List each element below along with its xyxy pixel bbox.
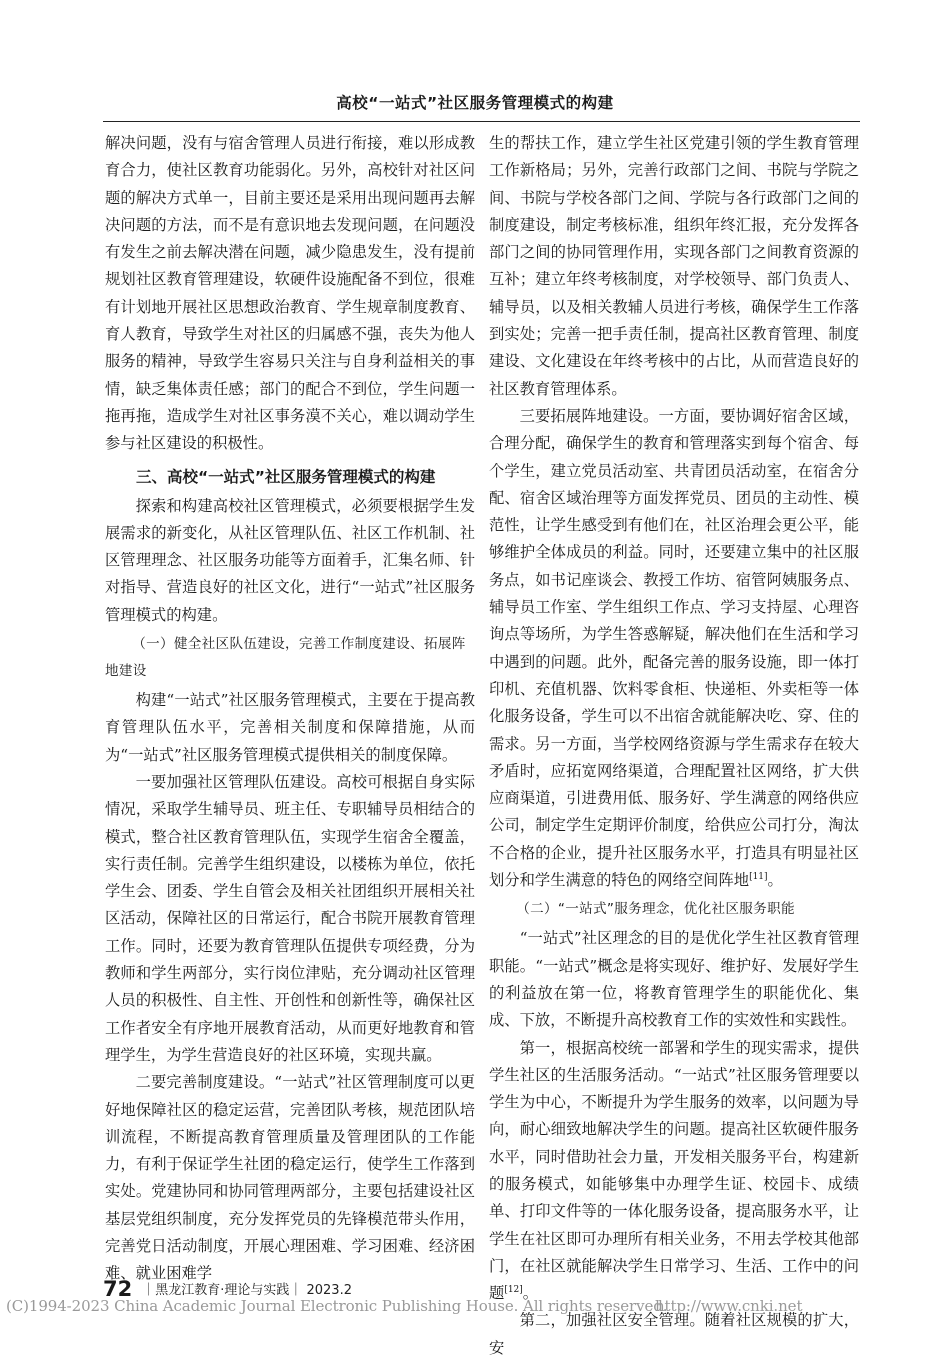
subsection-heading: （一）健全社区队伍建设，完善工作制度建设、拓展阵地建设: [105, 636, 466, 680]
page-number: 72: [103, 1277, 133, 1301]
paragraph: [489, 403, 859, 894]
paragraph-text: 第一，根据高校统一部署和学生的现实需求，提供学生社区的生活服务活动。“一站式”社区服务管理要以学生为中心，不断提升为学生服务的效率，以问题为导向，耐心细致地解决学生的问题。提高社区软硬件服务水平，同时借助社会力量，开发相关服务平台，构建新的服务模式，如能够集中办理学生证、校园卡、成绩单、打印文件等的一体化服务设备，提高服务水平，让学生在社区即可办理所有相关业务，不用去学校其他部门，在社区就能解决学生日常学习、生活、工作中的问题: [489, 1038, 859, 1303]
paragraph: 探索和构建高校社区管理模式，必须要根据学生发展需求的新变化，从社区管理队伍、社区工作机制、社区管理理念、社区服务功能等方面着手，汇集名师、针对指导、营造良好的社区文化，进行“一站式”社区服务管理模式的构建。: [105, 496, 475, 624]
citation-ref: [12]: [504, 1285, 523, 1296]
paragraph: 一要加强社区管理队伍建设。高校可根据自身实际情况，采取学生辅导员、班主任、专职辅导员相结合的模式，整合社区教育管理队伍，实现学生宿舍全覆盖，实行责任制。完善学生组织建设，以楼栋为单位，依托学生会、团委、学生自管会及相关社团组织开展相关社区活动，保障社区的日常运行，配合书院开展教育管理工作。同时，还要为教育管理队伍提供专项经费，分为教师和学生两部分，实行岗位津贴，充分调动社区管理人员的积极性、自主性、开创性和创新性等，确保社区工作者安全有序地开展教育活动，从而更好地教育和管理学生，为学生营造良好的社区环境，实现共赢。: [105, 772, 475, 1064]
paragraph: 第二，加强社区安全管理。随着社区规模的扩大，安: [489, 1311, 859, 1357]
running-head-title: 高校“一站式”社区服务管理模式的构建: [336, 94, 614, 112]
section-heading: 三、高校“一站式”社区服务管理模式的构建: [136, 467, 436, 486]
left-column: [105, 130, 475, 1288]
paragraph: 解决问题，没有与宿舍管理人员进行衔接，难以形成教育合力，使社区教育功能弱化。另外，高校针对社区问题的解决方式单一，目前主要还是采用出现问题再去解决问题的方法，而不是有意识地去发现问题，在问题没有发生之前去解决潜在问题，减少隐患发生，没有提前规划社区教育管理建设，软硬件设施配备不到位，很难有计划地开展社区思想政治教育、学生规章制度教育、育人教育，导致学生对社区的归属感不强，丧失为他人服务的精神，导致学生容易只关注与自身利益相关的事情，缺乏集体责任感；部门的配合不到位，学生问题一拖再拖，造成学生对社区事务漠不关心，难以调动学生参与社区建设的积极性。: [105, 134, 475, 453]
cnki-link[interactable]: http://www.cnki.net: [655, 1297, 803, 1315]
paragraph: “一站式”社区理念的目的是优化学生社区教育管理职能。“一站式”概念是将实现好、维护好、发展好学生的利益放在第一位，将教育管理学生的职能优化、集成、下放，不断提升高校教育工作的实效性和实践性。: [489, 929, 859, 1030]
journal-info: ｜黑龙江教育·理论与实践｜ 2023.2: [142, 1283, 352, 1298]
paragraph-end: 。: [522, 1284, 539, 1303]
subsection-heading: （二）“一站式”服务理念，优化社区服务职能: [516, 901, 795, 918]
paragraph-end: 。: [767, 871, 783, 890]
paragraph: 二要完善制度建设。“一站式”社区管理制度可以更好地保障社区的稳定运营，完善团队考核，规范团队培训流程，不断提高教育管理质量及管理团队的工作能力，有利于保证学生社团的稳定运行，使学生工作落到实处。党建协同和协同管理两部分，主要包括建设社区基层党组织制度，充分发挥党员的先锋模范带头作用，完善党日活动制度，开展心理困难、学习困难、经济困难、就业困难学: [105, 1073, 475, 1283]
copyright-notice: (C)1994-2023 China Academic Journal Electronic Publishing House. All rights reserved.: [6, 1297, 668, 1315]
citation-ref: [11]: [749, 871, 768, 882]
paragraph-text: 三要拓展阵地建设。一方面，要协调好宿舍区域，合理分配，确保学生的教育和管理落实到每个宿舍、每个学生，建立党员活动室、共青团员活动室，在宿舍分配、宿舍区域治理等方面发挥党员、团员的主动性、模范性，让学生感受到有他们在，社区治理会更公平，能够维护全体成员的利益。同时，还要建立集中的社区服务点，如书记座谈会、教授工作坊、宿管阿姨服务点、辅导员工作室、学生组织工作点、学习支持屋、心理咨询点等场所，为学生答惑解疑，解决他们在生活和学习中遇到的问题。此外，配备完善的服务设施，即一体打印机、充值机器、饮料零食柜、快递柜、外卖柜等一体化服务设备，学生可以不出宿舍就能解决吃、穿、住的需求。另一方面，当学校网络资源与学生需求存在较大矛盾时，应拓宽网络渠道，合理配置社区网络，扩大供应商渠道，引进费用低、服务好、学生满意的网络供应公司，制定学生定期评价制度，给供应公司打分，淘汰不合格的企业，提升社区服务水平，打造具有明显社区划分和学生满意的特色的网络空间阵地: [489, 406, 859, 890]
paragraph: 生的帮扶工作，建立学生社区党建引领的学生教育管理工作新格局；另外，完善行政部门之间、书院与学院之间、书院与学校各部门之间、学院与各行政部门之间的制度建设，制定考核标准，组织年终汇报，充分发挥各部门之间的协同管理作用，实现各部门之间教育资源的互补；建立年终考核制度，对学校领导、部门负责人、辅导员，以及相关教辅人员进行考核，确保学生工作落到实处；完善一把手责任制，提高社区教育管理、制度建设、文化建设在年终考核中的占比，从而营造良好的社区教育管理体系。: [489, 134, 859, 398]
paragraph: [489, 1035, 859, 1308]
right-column: [489, 130, 859, 1362]
header-divider: [103, 121, 860, 122]
paragraph: 构建“一站式”社区服务管理模式，主要在于提高教育管理队伍水平，完善相关制度和保障措施，从而为“一站式”社区服务管理模式提供相关的制度保障。: [105, 691, 475, 764]
